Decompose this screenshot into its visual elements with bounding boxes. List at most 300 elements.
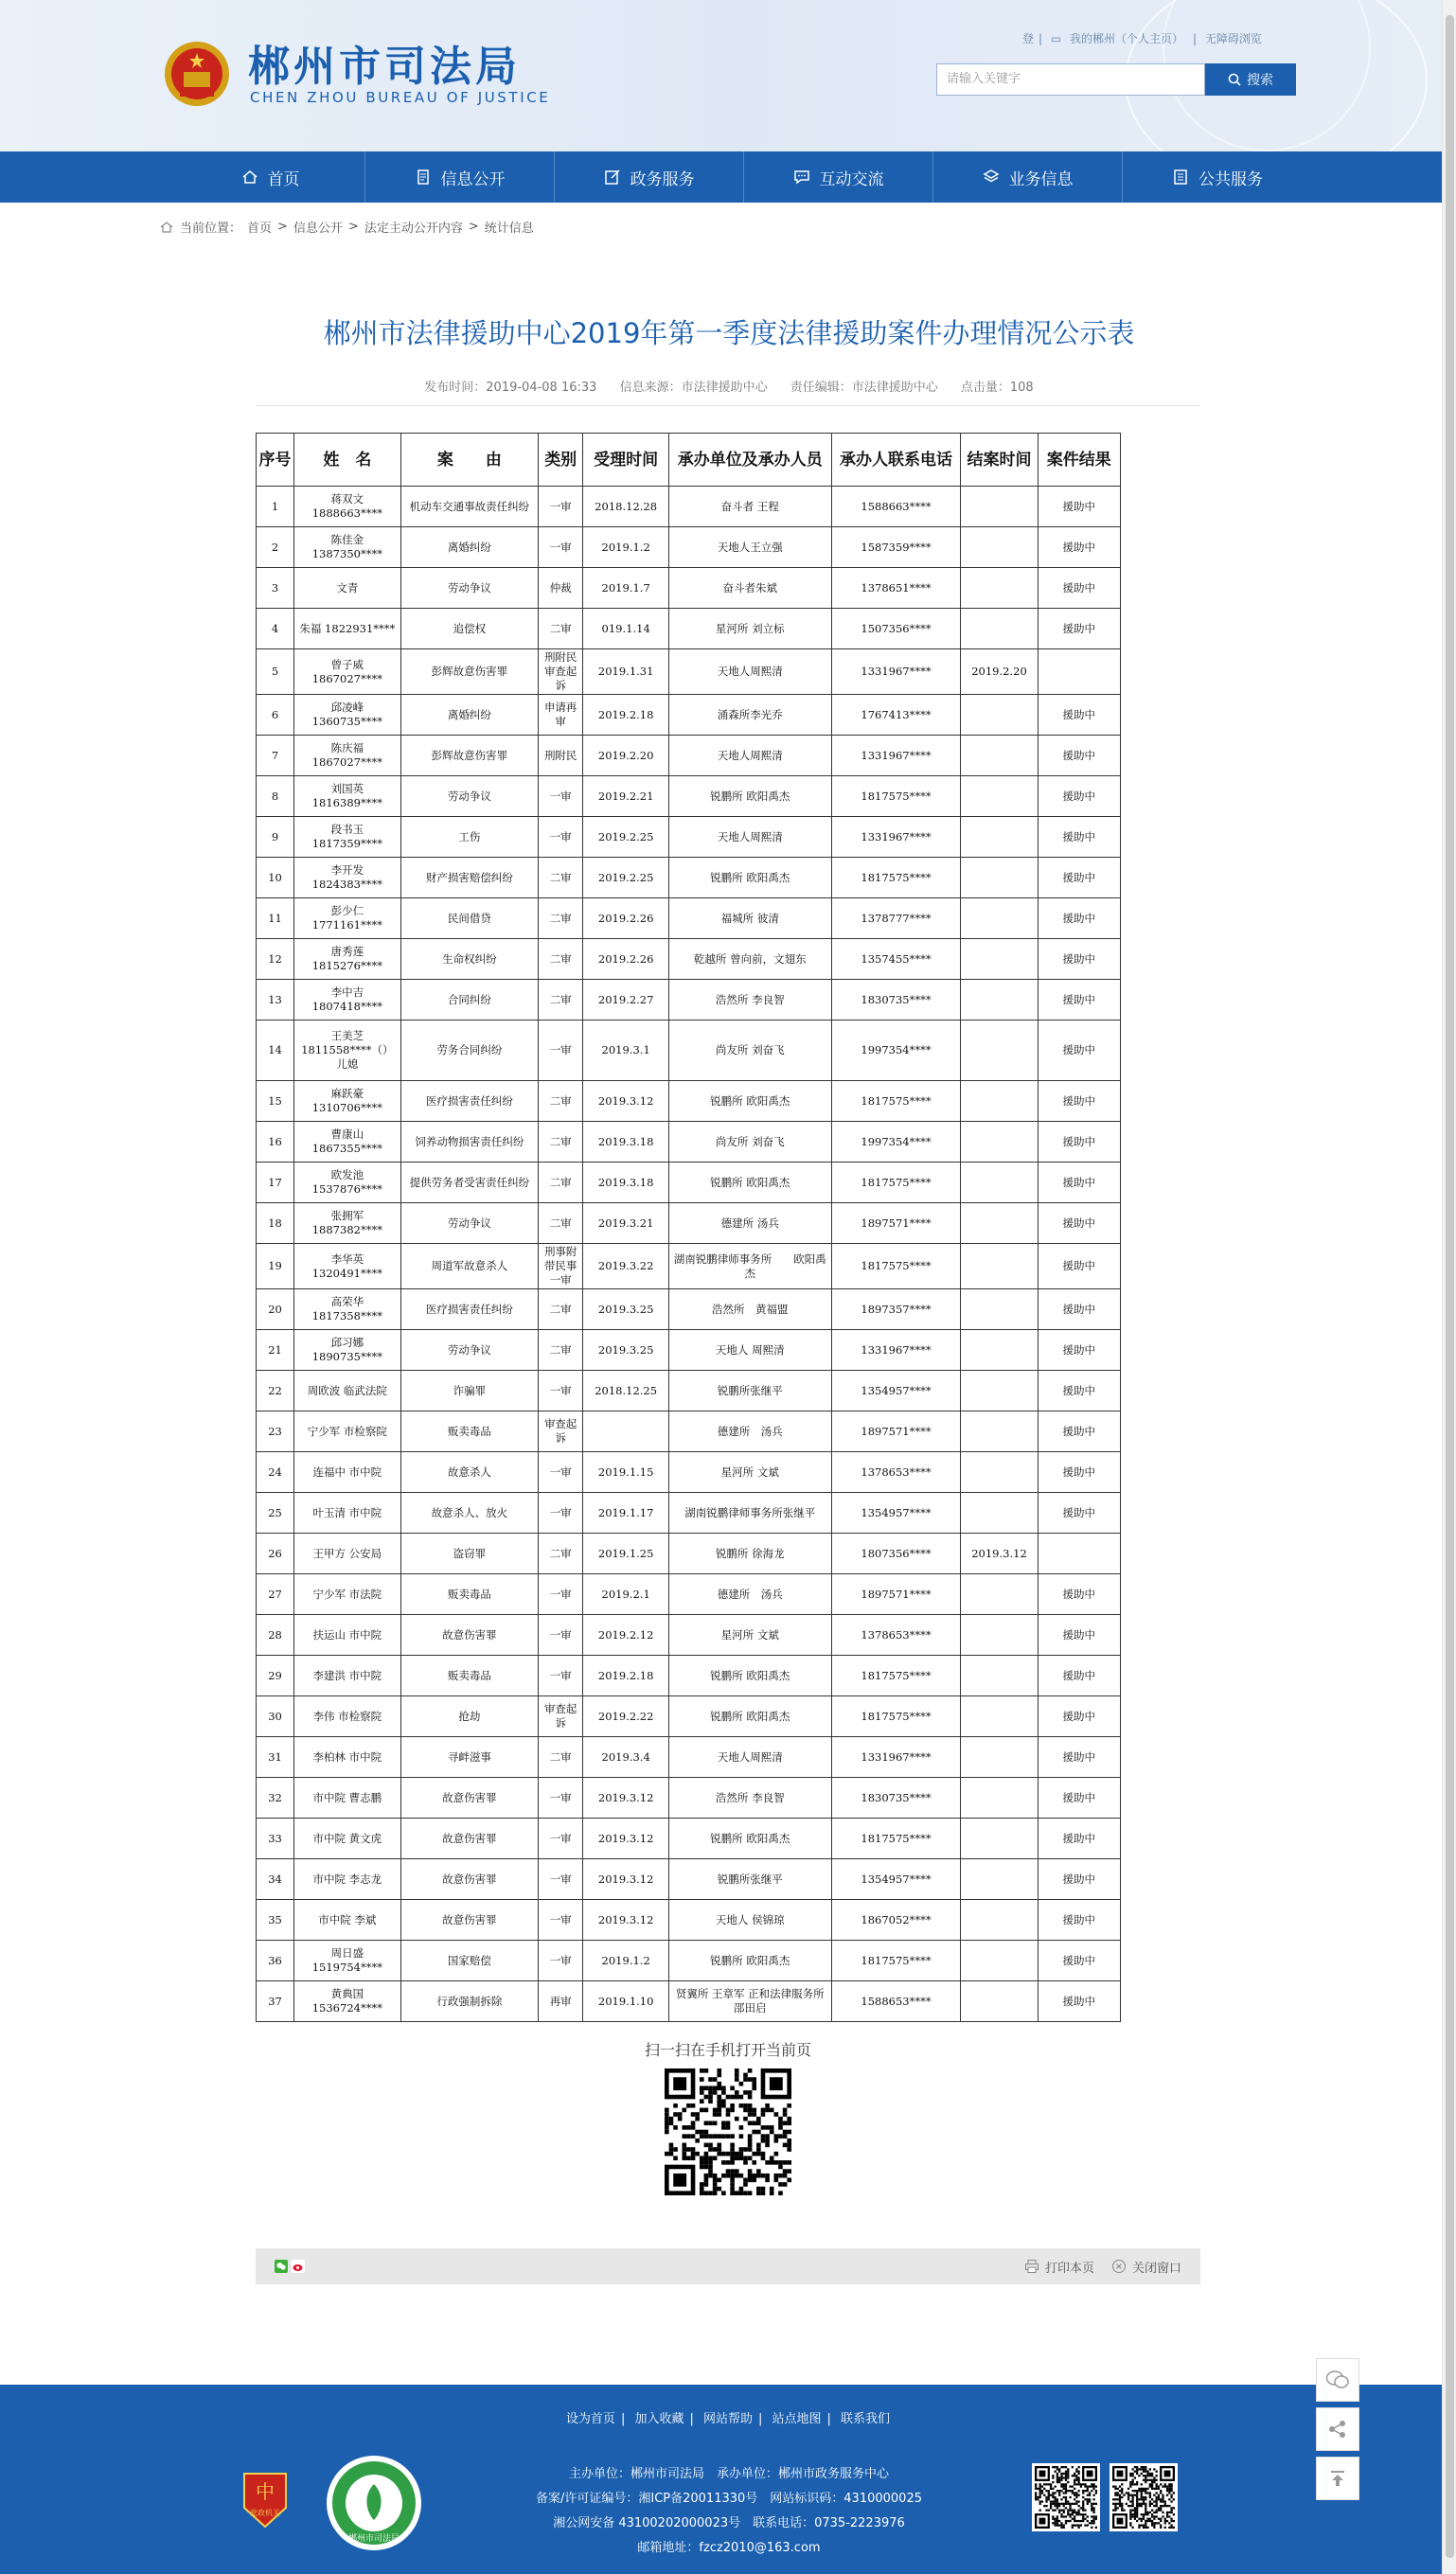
table-cell: 23 [257, 1411, 294, 1452]
table-cell: 审查起诉 [539, 1696, 583, 1737]
table-cell [961, 568, 1038, 609]
table-row [257, 1981, 1121, 2022]
table-cell: 1897571**** [831, 1574, 961, 1615]
table-cell: 2019.3.12 [583, 1859, 669, 1900]
qr-code-icon [665, 2068, 791, 2195]
table-cell: 13 [257, 980, 294, 1021]
table-cell: 援助中 [1038, 898, 1120, 939]
table-cell: 17 [257, 1163, 294, 1203]
table-cell: 援助中 [1038, 695, 1120, 736]
close-window-button[interactable] [1111, 2258, 1181, 2276]
table-row [257, 1021, 1121, 1081]
table-cell: 26 [257, 1534, 294, 1574]
table-cell: 市中院 曹志鹏 [294, 1778, 401, 1819]
table-cell: 故意伤害罪 [400, 1615, 538, 1656]
table-cell: 2019.3.25 [583, 1330, 669, 1371]
view-count: 点击量：108 [960, 381, 1034, 395]
table-row [257, 1819, 1121, 1859]
table-cell: 援助中 [1038, 1819, 1120, 1859]
table-cell: 2019.2.26 [583, 939, 669, 980]
nav-label: 互动交流 [819, 169, 884, 189]
side-toolbar [1316, 2358, 1359, 2506]
table-cell: 1817575**** [831, 1941, 961, 1981]
table-cell: 2019.2.12 [583, 1615, 669, 1656]
table-cell: 锐鹏所 欧阳禹杰 [668, 1656, 831, 1696]
table-row [257, 1163, 1121, 1203]
table-cell: 援助中 [1038, 1244, 1120, 1289]
table-cell: 援助中 [1038, 1330, 1120, 1371]
table-cell: 锐鹏所张继平 [668, 1371, 831, 1411]
table-cell: 一审 [539, 1574, 583, 1615]
table-cell: 援助中 [1038, 736, 1120, 776]
table-cell: 1897571**** [831, 1411, 961, 1452]
table-cell: 3 [257, 568, 294, 609]
table-cell: 援助中 [1038, 1163, 1120, 1203]
table-cell: 民间借贷 [400, 898, 538, 939]
table-cell: 援助中 [1038, 1203, 1120, 1244]
table-cell: 10 [257, 858, 294, 898]
nav-item-home[interactable] [176, 151, 365, 203]
table-cell: 1354957**** [831, 1859, 961, 1900]
table-cell: 2019.2.26 [583, 898, 669, 939]
table-cell: 故意伤害罪 [400, 1859, 538, 1900]
table-cell: 朱福 1822931**** [294, 609, 401, 649]
table-row [257, 1371, 1121, 1411]
arrow-up-icon [1327, 2468, 1348, 2489]
table-cell: 涌森所李光乔 [668, 695, 831, 736]
table-cell: 星河所 文斌 [668, 1452, 831, 1493]
table-cell: 援助中 [1038, 1941, 1120, 1981]
footer-links: 设为首页 | 加入收藏 | 网站帮助 | 站点地图 | 联系我们 [565, 2412, 891, 2426]
table-cell: 申请再审 [539, 695, 583, 736]
table-row [257, 527, 1121, 568]
table-cell: 贩卖毒品 [400, 1411, 538, 1452]
table-cell: 1354957**** [831, 1493, 961, 1534]
table-cell: 刑附民 [539, 736, 583, 776]
table-cell: 援助中 [1038, 1737, 1120, 1778]
nav-label: 政务服务 [630, 169, 695, 189]
table-cell: 援助中 [1038, 1411, 1120, 1452]
party-government-logo[interactable] [239, 2470, 292, 2530]
table-cell: 周日盛 1519754**** [294, 1941, 401, 1981]
table-cell: 扶运山 市中院 [294, 1615, 401, 1656]
table-cell [961, 1615, 1038, 1656]
table-cell: 2019.2.21 [583, 776, 669, 817]
table-cell: 1817575**** [831, 858, 961, 898]
table-cell: 湖南锐鹏律师事务所 欧阳禹杰 [668, 1244, 831, 1289]
table-cell: 一审 [539, 1859, 583, 1900]
table-cell [961, 1452, 1038, 1493]
share-button[interactable] [1316, 2407, 1359, 2451]
table-cell: 周欧波 临武法院 [294, 1371, 401, 1411]
table-cell: 贩卖毒品 [400, 1656, 538, 1696]
table-cell: 一审 [539, 487, 583, 527]
table-cell: 2019.2.18 [583, 1656, 669, 1696]
breadcrumb-item-info-public[interactable]: 信息公开 [293, 222, 343, 236]
table-cell: 一审 [539, 776, 583, 817]
column-header: 序号 [257, 434, 294, 487]
site-footer [0, 2385, 1456, 2574]
table-cell: 生命权纠纷 [400, 939, 538, 980]
table-cell: 市中院 李斌 [294, 1900, 401, 1941]
table-cell: 审查起诉 [539, 1411, 583, 1452]
nav-item-gov-service[interactable] [555, 151, 744, 203]
table-cell: 天地人周熙清 [668, 817, 831, 858]
table-row [257, 1941, 1121, 1981]
table-cell: 2019.3.25 [583, 1289, 669, 1330]
table-cell [1038, 649, 1120, 695]
table-cell: 2019.1.10 [583, 1981, 669, 2022]
table-cell: 唐秀莲 1815276**** [294, 939, 401, 980]
table-cell: 5 [257, 649, 294, 695]
table-cell: 陈庆福 1867027**** [294, 736, 401, 776]
table-cell: 锐鹏所 欧阳禹杰 [668, 1163, 831, 1203]
table-cell: 一审 [539, 1819, 583, 1859]
nav-item-info-public[interactable] [365, 151, 555, 203]
table-cell: 刘国英 1816389**** [294, 776, 401, 817]
search-bar [936, 63, 1296, 96]
table-cell: 曹康山 1867355**** [294, 1122, 401, 1163]
table-row [257, 1656, 1121, 1696]
table-cell: 2019.1.31 [583, 649, 669, 695]
table-cell: 行政强制拆除 [400, 1981, 538, 2022]
publish-time: 发布时间：2019-04-08 16:33 [424, 381, 597, 395]
table-cell: 援助中 [1038, 980, 1120, 1021]
table-cell [961, 1778, 1038, 1819]
table-body [257, 487, 1121, 2022]
table-cell: 医疗损害责任纠纷 [400, 1081, 538, 1122]
table-cell: 一审 [539, 1493, 583, 1534]
table-cell [1038, 1534, 1120, 1574]
table-cell [961, 817, 1038, 858]
table-cell: 二审 [539, 1203, 583, 1244]
table-cell: 市中院 李志龙 [294, 1859, 401, 1900]
table-cell: 李开发 1824383**** [294, 858, 401, 898]
table-cell: 寻衅滋事 [400, 1737, 538, 1778]
table-cell: 周道军故意杀人 [400, 1244, 538, 1289]
table-cell [961, 736, 1038, 776]
national-emblem-icon [161, 34, 233, 110]
table-cell: 援助中 [1038, 1859, 1120, 1900]
nav-item-public-service[interactable] [1123, 151, 1312, 203]
info-source: 信息来源：市法律援助中心 [619, 381, 768, 395]
nav-label: 业务信息 [1008, 169, 1074, 189]
table-cell: 天地人 侯锦琼 [668, 1900, 831, 1941]
table-cell: 天地人周熙清 [668, 1737, 831, 1778]
home-icon [159, 220, 174, 235]
table-row [257, 1289, 1121, 1330]
breadcrumb-item-home[interactable]: 首页 [247, 222, 273, 236]
table-cell: 一审 [539, 1615, 583, 1656]
table-cell: 故意伤害罪 [400, 1819, 538, 1859]
table-cell: 李华英 1320491**** [294, 1244, 401, 1289]
table-cell [961, 1411, 1038, 1452]
table-cell: 2019.3.12 [583, 1081, 669, 1122]
table-cell: 故意伤害罪 [400, 1778, 538, 1819]
table-cell: 2019.3.21 [583, 1203, 669, 1244]
print-button[interactable] [1024, 2258, 1094, 2276]
table-cell: 15 [257, 1081, 294, 1122]
table-cell: 德建所 汤兵 [668, 1203, 831, 1244]
table-row [257, 1493, 1121, 1534]
table-cell: 1830735**** [831, 1778, 961, 1819]
footer-link-set-home[interactable]: 设为首页 [565, 2412, 615, 2426]
table-row [257, 487, 1121, 527]
table-row [257, 1534, 1121, 1574]
table-row [257, 980, 1121, 1021]
table-cell: 2019.1.2 [583, 1941, 669, 1981]
table-cell: 德建所 汤兵 [668, 1411, 831, 1452]
table-cell: 30 [257, 1696, 294, 1737]
footer-link-favorite[interactable]: 加入收藏 [634, 2412, 684, 2426]
table-cell: 浩然所 李良智 [668, 980, 831, 1021]
page-title: 郴州市法律援助中心2019年第一季度法律援助案件办理情况公示表 [323, 317, 1135, 349]
table-cell: 医疗损害责任纠纷 [400, 1289, 538, 1330]
table-cell: 二审 [539, 1081, 583, 1122]
weibo-share-icon[interactable] [292, 2260, 305, 2273]
table-cell: 援助中 [1038, 487, 1120, 527]
qr-label: 扫一扫在手机打开当前页 [644, 2041, 811, 2059]
table-cell: 二审 [539, 1534, 583, 1574]
table-cell: 1817575**** [831, 1819, 961, 1859]
table-cell: 二审 [539, 858, 583, 898]
table-cell: 陈佳金 1387350**** [294, 527, 401, 568]
table-cell: 奋斗者 王程 [668, 487, 831, 527]
search-button[interactable] [1205, 63, 1296, 96]
table-cell: 援助中 [1038, 1081, 1120, 1122]
personal-home-link[interactable]: ▭ 我的郴州（个人主页） [1050, 32, 1184, 45]
table-cell: 二审 [539, 1122, 583, 1163]
table-row [257, 1778, 1121, 1819]
nav-item-interaction[interactable] [744, 151, 933, 203]
table-cell: 贤翼所 王章军 正和法律服务所 邵田启 [668, 1981, 831, 2022]
table-cell: 锐鹏所 欧阳禹杰 [668, 1696, 831, 1737]
table-cell: 2019.3.22 [583, 1244, 669, 1289]
table-cell: 2019.3.12 [961, 1534, 1038, 1574]
table-cell [961, 695, 1038, 736]
print-label: 打印本页 [1044, 2261, 1094, 2276]
article-meta [256, 377, 1202, 395]
table-cell: 援助中 [1038, 1981, 1120, 2022]
table-cell: 29 [257, 1656, 294, 1696]
table-cell: 再审 [539, 1981, 583, 2022]
table-cell: 2 [257, 527, 294, 568]
justice-bureau-logo[interactable] [325, 2454, 423, 2552]
column-header: 类别 [539, 434, 583, 487]
table-cell: 刑附民 审查起诉 [539, 649, 583, 695]
column-header: 案件结果 [1038, 434, 1120, 487]
table-cell [961, 1021, 1038, 1081]
table-cell: 1817575**** [831, 1244, 961, 1289]
home-icon [241, 169, 258, 186]
table-cell: 工伤 [400, 817, 538, 858]
table-cell: 1331967**** [831, 1330, 961, 1371]
table-cell: 1997354**** [831, 1021, 961, 1081]
table-cell: 国家赔偿 [400, 1941, 538, 1981]
table-cell: 28 [257, 1615, 294, 1656]
table-cell: 机动车交通事故责任纠纷 [400, 487, 538, 527]
table-cell: 1378777**** [831, 898, 961, 939]
top-links: 登 | ▭ 我的郴州（个人主页） | 无障碍浏览 [1022, 32, 1262, 45]
table-cell: 7 [257, 736, 294, 776]
table-cell: 援助中 [1038, 817, 1120, 858]
table-cell: 2019.1.7 [583, 568, 669, 609]
table-cell: 22 [257, 1371, 294, 1411]
table-row [257, 858, 1121, 898]
table-cell [961, 527, 1038, 568]
table-cell: 邱凌峰 1360735**** [294, 695, 401, 736]
table-cell: 援助中 [1038, 1122, 1120, 1163]
table-cell: 2019.3.18 [583, 1122, 669, 1163]
footer-link-sitemap[interactable]: 站点地图 [772, 2412, 822, 2426]
table-cell: 援助中 [1038, 1696, 1120, 1737]
table-cell: 二审 [539, 898, 583, 939]
table-cell: 援助中 [1038, 1778, 1120, 1819]
table-cell: 离婚纠纷 [400, 695, 538, 736]
table-cell: 李伟 市检察院 [294, 1696, 401, 1737]
table-row [257, 1574, 1121, 1615]
table-cell: 二审 [539, 980, 583, 1021]
layers-icon [983, 169, 1000, 186]
table-cell: 2019.3.12 [583, 1819, 669, 1859]
nav-label: 首页 [267, 169, 300, 189]
table-cell [961, 980, 1038, 1021]
table-cell: 浩然所 黄福盟 [668, 1289, 831, 1330]
table-cell: 援助中 [1038, 1289, 1120, 1330]
breadcrumb-item-legal-disclosure[interactable]: 法定主动公开内容 [364, 222, 463, 236]
table-cell: 2019.2.20 [961, 649, 1038, 695]
table-cell: 21 [257, 1330, 294, 1371]
table-cell: 1817575**** [831, 1696, 961, 1737]
table-cell: 锐鹏所 欧阳禹杰 [668, 1081, 831, 1122]
table-cell: 邱习娜 1890735**** [294, 1330, 401, 1371]
table-cell: 2019.2.27 [583, 980, 669, 1021]
footer-qr-code-icon [1032, 2463, 1100, 2531]
footer-link-help[interactable]: 网站帮助 [702, 2412, 753, 2426]
table-cell: 援助中 [1038, 609, 1120, 649]
table-row [257, 1696, 1121, 1737]
table-cell: 1357455**** [831, 939, 961, 980]
table-row [257, 1737, 1121, 1778]
footer-link-contact[interactable]: 联系我们 [841, 2412, 891, 2426]
table-cell: 36 [257, 1941, 294, 1981]
table-cell: 援助中 [1038, 1452, 1120, 1493]
table-cell: 曾子威 1867027**** [294, 649, 401, 695]
table-cell: 故意杀人、放火 [400, 1493, 538, 1534]
table-cell: 24 [257, 1452, 294, 1493]
table-cell [961, 1941, 1038, 1981]
table-cell: 1 [257, 487, 294, 527]
search-input[interactable]: 请输入关键字 [936, 63, 1205, 96]
table-cell: 1817575**** [831, 1081, 961, 1122]
table-cell: 彭辉故意伤害罪 [400, 649, 538, 695]
wechat-share-icon[interactable] [275, 2260, 288, 2273]
table-row [257, 568, 1121, 609]
table-cell: 诈骗罪 [400, 1371, 538, 1411]
table-cell: 湖南锐鹏律师事务所张继平 [668, 1493, 831, 1534]
table-cell: 25 [257, 1493, 294, 1534]
table-row [257, 939, 1121, 980]
table-cell: 二审 [539, 1163, 583, 1203]
table-row [257, 1244, 1121, 1289]
table-cell: 2019.1.17 [583, 1493, 669, 1534]
breadcrumb-item-statistics[interactable]: 统计信息 [484, 222, 534, 236]
table-cell [961, 898, 1038, 939]
table-cell: 王美芝 1811558****（）儿媳 [294, 1021, 401, 1081]
document-icon [415, 169, 432, 186]
table-cell: 2019.2.1 [583, 1574, 669, 1615]
table-cell: 李柏林 市中院 [294, 1737, 401, 1778]
table-cell: 欧发池 1537876**** [294, 1163, 401, 1203]
table-cell: 2018.12.28 [583, 487, 669, 527]
table-cell: 019.1.14 [583, 609, 669, 649]
editor: 责任编辑：市法律援助中心 [790, 381, 938, 395]
table-cell [961, 1493, 1038, 1534]
table-cell: 文青 [294, 568, 401, 609]
table-row [257, 695, 1121, 736]
table-row [257, 817, 1121, 858]
table-cell [961, 1656, 1038, 1696]
table-cell: 一审 [539, 817, 583, 858]
table-cell: 追偿权 [400, 609, 538, 649]
scrollbar-thumb[interactable] [1446, 15, 1454, 2558]
table-cell [961, 1737, 1038, 1778]
table-cell: 德建所 汤兵 [668, 1574, 831, 1615]
wechat-button[interactable] [1316, 2358, 1359, 2402]
accessibility-link[interactable]: 无障碍浏览 [1204, 32, 1262, 45]
wechat-icon [1325, 2370, 1350, 2390]
table-cell: 黄典国 1536724**** [294, 1981, 401, 2022]
table-cell: 34 [257, 1859, 294, 1900]
table-cell: 天地人周熙清 [668, 736, 831, 776]
table-cell: 王甲方 公安局 [294, 1534, 401, 1574]
table-cell: 劳动争议 [400, 1203, 538, 1244]
table-cell: 12 [257, 939, 294, 980]
page-scrollbar[interactable] [1442, 0, 1456, 2574]
table-cell: 锐鹏所张继平 [668, 1859, 831, 1900]
table-cell: 35 [257, 1900, 294, 1941]
main-nav [0, 151, 1456, 203]
footer-icp: 备案/许可证编号：湘ICP备20011330号 网站标识码：4310000025 [535, 2492, 922, 2506]
table-cell: 离婚纠纷 [400, 527, 538, 568]
table-row [257, 776, 1121, 817]
table-cell: 2019.2.25 [583, 817, 669, 858]
table-row [257, 649, 1121, 695]
table-cell [961, 1330, 1038, 1371]
table-cell: 1817575**** [831, 776, 961, 817]
table-cell: 32 [257, 1778, 294, 1819]
login-link[interactable]: 登 [1022, 32, 1035, 45]
table-cell: 2019.2.22 [583, 1696, 669, 1737]
table-cell [961, 1289, 1038, 1330]
table-row [257, 1859, 1121, 1900]
table-cell: 李中吉 1807418**** [294, 980, 401, 1021]
table-cell: 援助中 [1038, 1900, 1120, 1941]
table-cell: 锐鹏所 欧阳禹杰 [668, 858, 831, 898]
table-cell: 星河所 文斌 [668, 1615, 831, 1656]
table-cell [961, 776, 1038, 817]
table-cell: 锐鹏所 欧阳禹杰 [668, 1941, 831, 1981]
back-to-top-button[interactable] [1316, 2457, 1359, 2500]
table-cell: 二审 [539, 939, 583, 980]
table-cell: 援助中 [1038, 776, 1120, 817]
table-cell [961, 1244, 1038, 1289]
table-cell [961, 1122, 1038, 1163]
share-bar [256, 2248, 1200, 2284]
table-cell: 故意伤害罪 [400, 1900, 538, 1941]
table-cell: 1587359**** [831, 527, 961, 568]
nav-item-business[interactable] [933, 151, 1123, 203]
